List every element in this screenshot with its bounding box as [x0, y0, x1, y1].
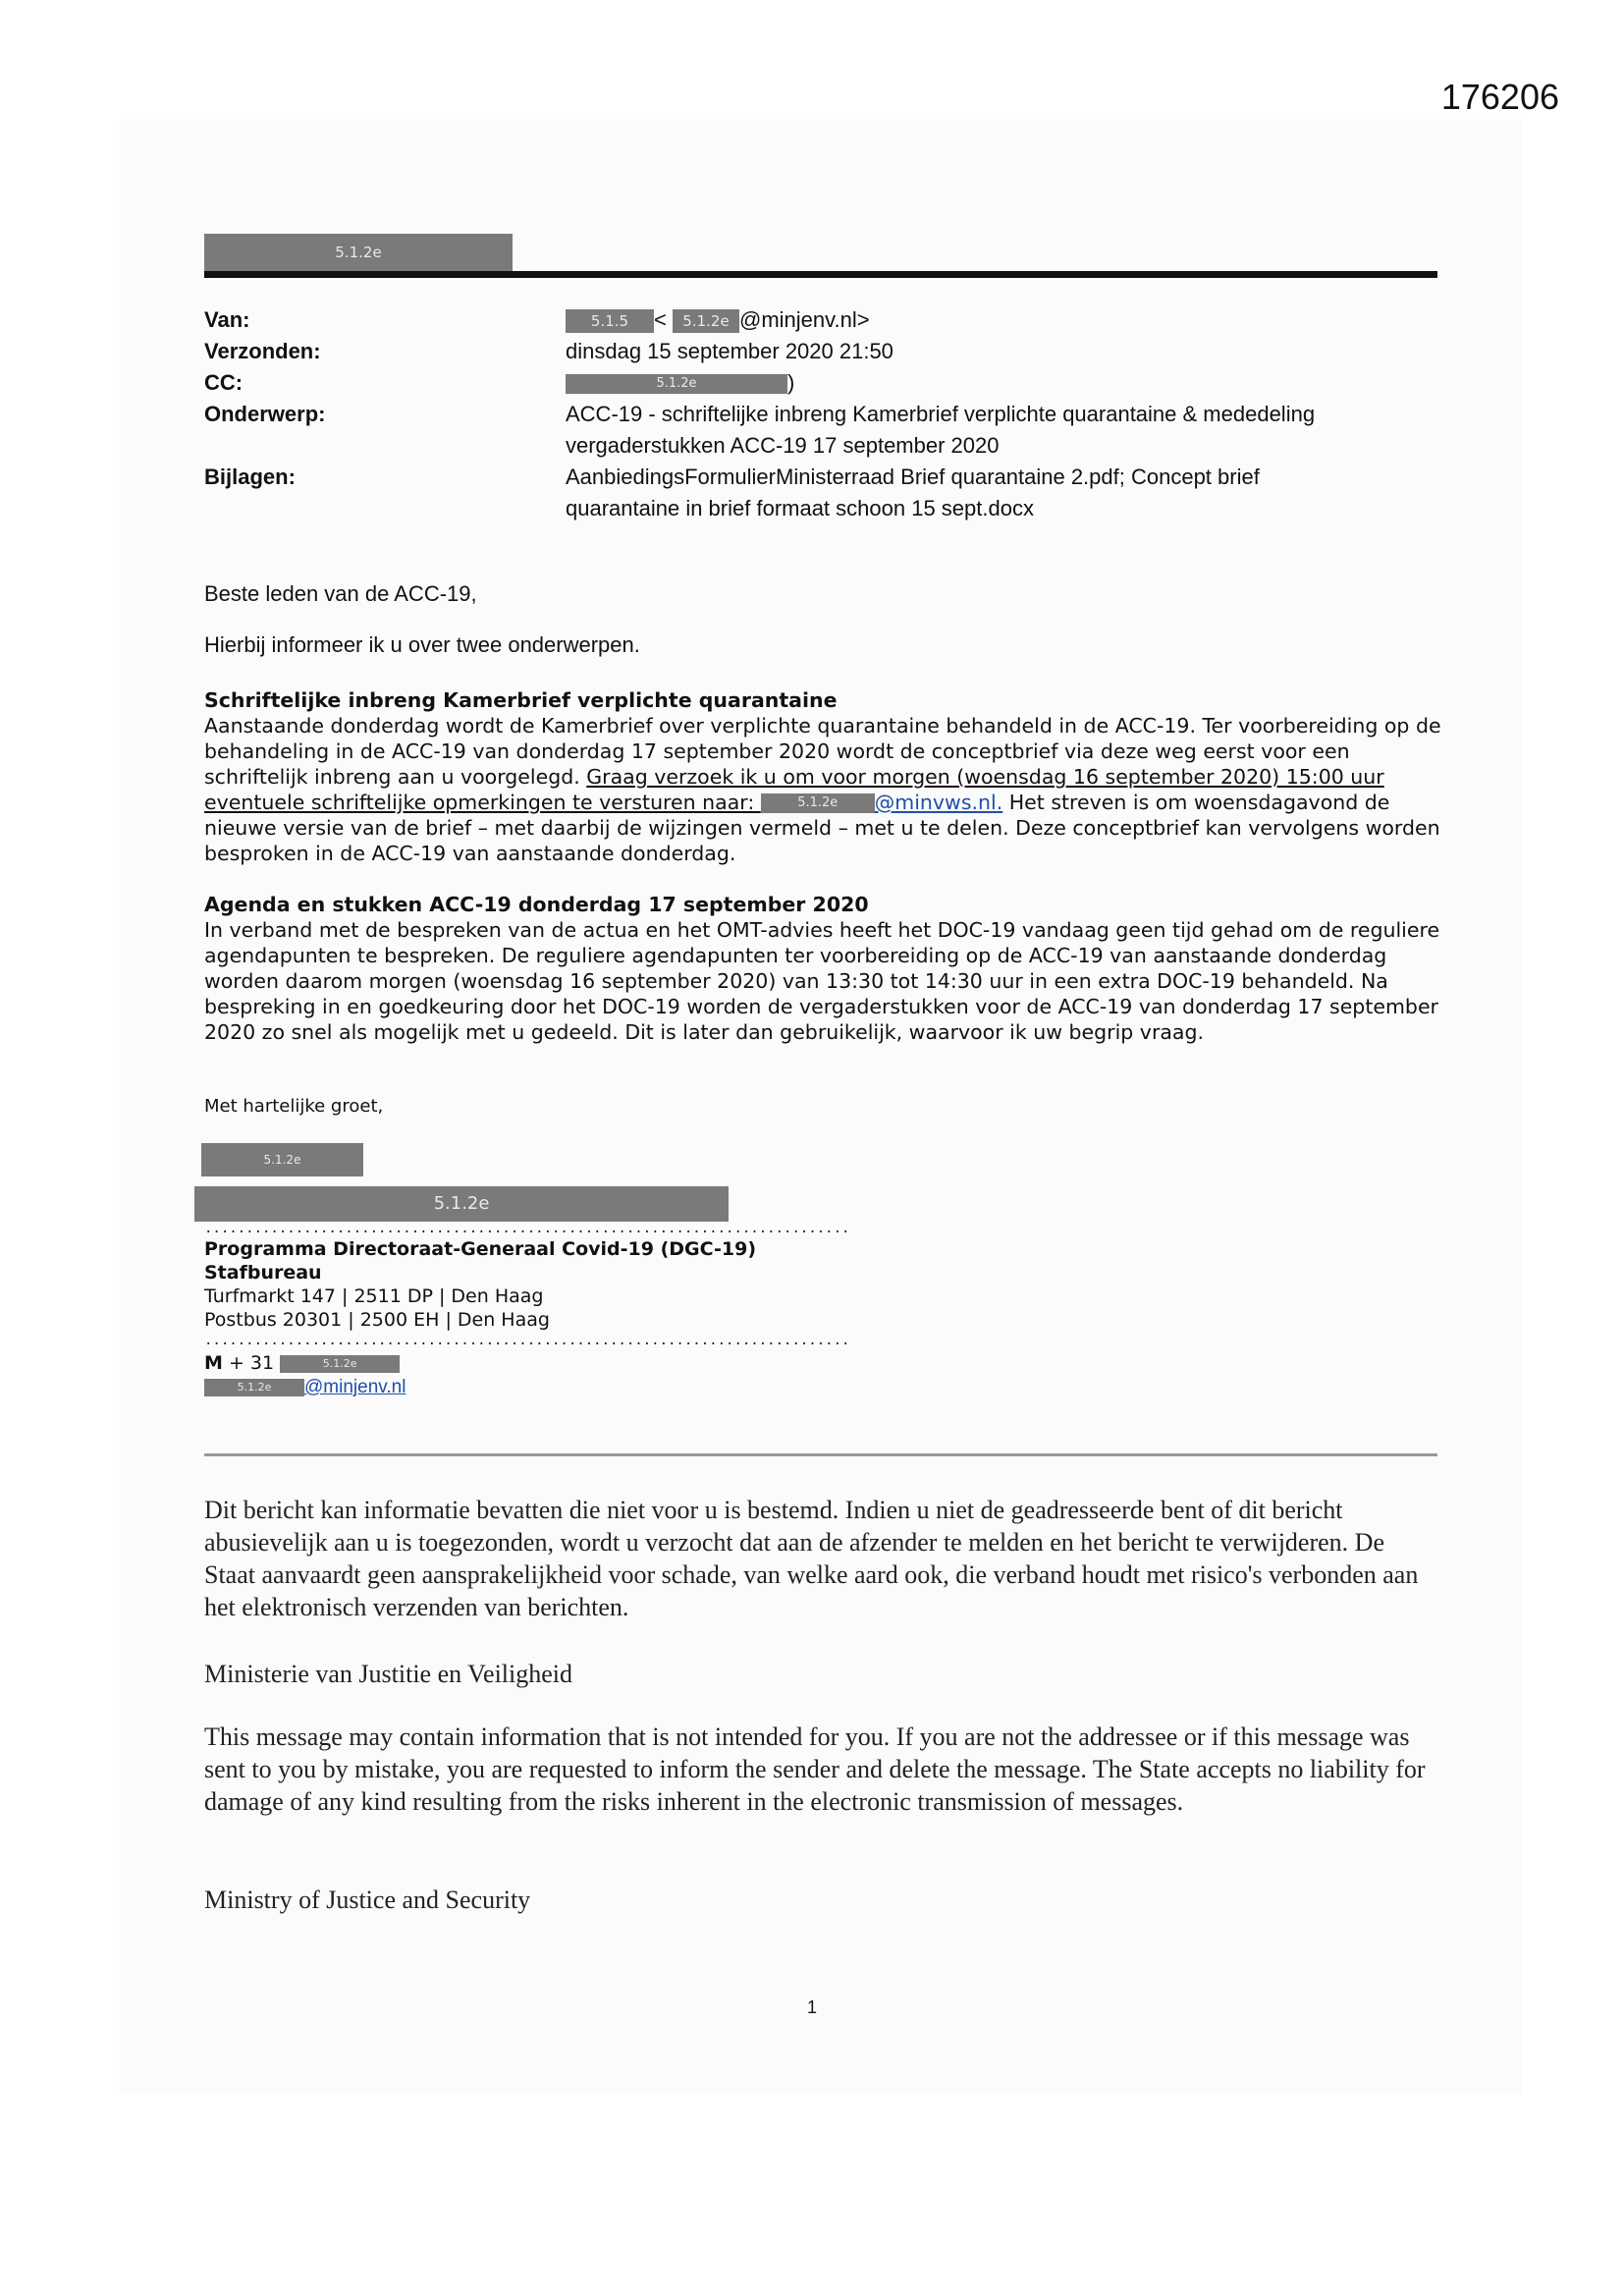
signature-divider-1: .............................................................................. — [204, 1221, 850, 1236]
section-1-email-link[interactable]: @minvws.nl. — [874, 791, 1003, 814]
from-redaction-2: 5.1.2e — [673, 309, 739, 333]
from-redaction-1: 5.1.5 — [566, 309, 654, 333]
closing: Met hartelijke groet, — [204, 1096, 384, 1117]
attachments-value — [566, 462, 1441, 524]
section-1 — [204, 687, 1441, 866]
subject-line-2: vergaderstukken ACC-19 17 september 2020 — [566, 433, 1000, 458]
attachment-link-1[interactable]: AanbiedingsFormulierMinisterraad Brief quarantaine 2.pdf; Concept brief — [566, 465, 1260, 489]
subject-value — [566, 399, 1441, 462]
signature-divider-2: .............................................................................. — [204, 1333, 850, 1348]
cc-tail: ) — [787, 370, 795, 395]
org-line-1: Programma Directoraat-Generaal Covid-19 (DGC-19) — [204, 1238, 757, 1260]
attachments-row — [204, 462, 1441, 524]
from-label: Van: — [204, 307, 250, 332]
section-1-underlined: Graag verzoek ik u om voor morgen (woensdag 16 september 2020) 15:00 uur eventuele schriftelijke opmerkingen te versturen naar: — [204, 765, 1384, 814]
attachments-label: Bijlagen: — [204, 465, 296, 489]
section-1-text-a: Aanstaande donderdag wordt de Kamerbrief over verplichte quarantaine behandeld in de ACC-19. Ter voorbereiding op de behandeling in de ACC-19 van donderdag 17 september 2020 wordt de conceptbrief via deze weg eerst voor een schriftelijk inbreng aan u voorgelegd. — [204, 714, 1441, 789]
contact-block — [204, 1351, 1441, 1399]
email-link[interactable]: @minjenv.nl — [304, 1377, 406, 1397]
ministry-nl: Ministerie van Justitie en Veiligheid — [204, 1660, 573, 1688]
sent-label: Verzonden: — [204, 339, 321, 363]
header-redaction: 5.1.2e — [204, 234, 513, 271]
sent-row — [204, 336, 1441, 367]
from-value — [566, 304, 1441, 336]
signature-block — [204, 1237, 1441, 1332]
from-domain: @minjenv.nl> — [738, 307, 870, 332]
subject-label: Onderwerp: — [204, 402, 326, 426]
subject-row — [204, 399, 1441, 462]
org-line-2: Stafbureau — [204, 1262, 322, 1284]
from-lt: < — [654, 307, 667, 332]
cc-redaction: 5.1.2e — [566, 374, 787, 394]
signature-title-redaction: 5.1.2e — [194, 1186, 729, 1222]
header-rule — [204, 271, 1437, 278]
section-2-title: Agenda en stukken ACC-19 donderdag 17 september 2020 — [204, 893, 869, 916]
document-number: 176206 — [1440, 77, 1559, 117]
attachment-link-2[interactable]: quarantaine in brief formaat schoon 15 sept.docx — [566, 496, 1034, 520]
section-1-text — [204, 713, 1441, 866]
cc-label: CC: — [204, 370, 244, 395]
section-2 — [204, 892, 1441, 1045]
section-1-email-redaction: 5.1.2e — [761, 793, 875, 813]
disclaimer-en: This message may contain information that is not intended for you. If you are not the addressee or if this message was sent to you by mistake, you are requested to inform the sender and delete the message. The State accepts no liability for damage of any kind resulting from the risks inherent in the electronic transmission of messages. — [204, 1722, 1426, 1816]
email-metadata — [204, 304, 1441, 524]
phone-label: M — [204, 1352, 223, 1374]
page-number: 1 — [806, 1997, 817, 2017]
disclaimer-nl: Dit bericht kan informatie bevatten die niet voor u is bestemd. Indien u niet de geadresseerde bent of dit bericht abusievelijk aan u is toegezonden, wordt u verzocht dat aan de afzender te melden en het bericht te verwijderen. De Staat aanvaardt geen aansprakelijkheid voor schade, van welke aard ook, die verband houdt met risico's verbonden aan het elektronisch verzenden van berichten. — [204, 1496, 1419, 1621]
ministry-en: Ministry of Justice and Security — [204, 1886, 531, 1914]
from-row — [204, 304, 1441, 336]
email-line — [204, 1375, 1441, 1399]
intro: Hierbij informeer ik u over twee onderwerpen. — [204, 632, 640, 657]
subject-line-1: ACC-19 - schriftelijke inbreng Kamerbrief verplichte quarantaine & mededeling — [566, 402, 1316, 426]
phone-line — [204, 1351, 1441, 1375]
signature-name-redaction: 5.1.2e — [201, 1143, 363, 1176]
sent-value: dinsdag 15 september 2020 21:50 — [566, 339, 893, 363]
section-2-text: In verband met de bespreken van de actua en het OMT-advies heeft het DOC-19 vandaag geen tijd gehad om de reguliere agendapunten te bespreken. De reguliere agendapunten ter voorbereiding op de ACC-19 van aanstaande donderdag worden daarom morgen (woensdag 16 september 2020) van 13:30 tot 14:30 uur in een extra DOC-19 behandeld. Na bespreking in en goedkeuring door het DOC-19 worden de vergaderstukken voor de ACC-19 van donderdag 17 september 2020 zo snel als mogelijk met u gedeeld. Dit is later dan gebruikelijk, waarvoor ik uw begrip vraag. — [204, 918, 1440, 1044]
section-1-text-b: Het streven is om woensdagavond de nieuwe versie van de brief – met daarbij de wijzingen vermeld – met u te delen. Deze conceptbrief kan vervolgens worden besproken in de ACC-19 van aanstaande donderdag. — [204, 791, 1440, 865]
greeting: Beste leden van de ACC-19, — [204, 581, 477, 606]
cc-value — [566, 367, 1441, 399]
footer-divider — [204, 1453, 1437, 1456]
email-redaction: 5.1.2e — [204, 1379, 304, 1396]
phone-redaction: 5.1.2e — [280, 1355, 400, 1373]
section-1-title: Schriftelijke inbreng Kamerbrief verplichte quarantaine — [204, 688, 838, 712]
phone-prefix: + 31 — [222, 1352, 275, 1374]
cc-row — [204, 367, 1441, 399]
address-2: Postbus 20301 | 2500 EH | Den Haag — [204, 1309, 550, 1331]
address-1: Turfmarkt 147 | 2511 DP | Den Haag — [204, 1285, 544, 1307]
